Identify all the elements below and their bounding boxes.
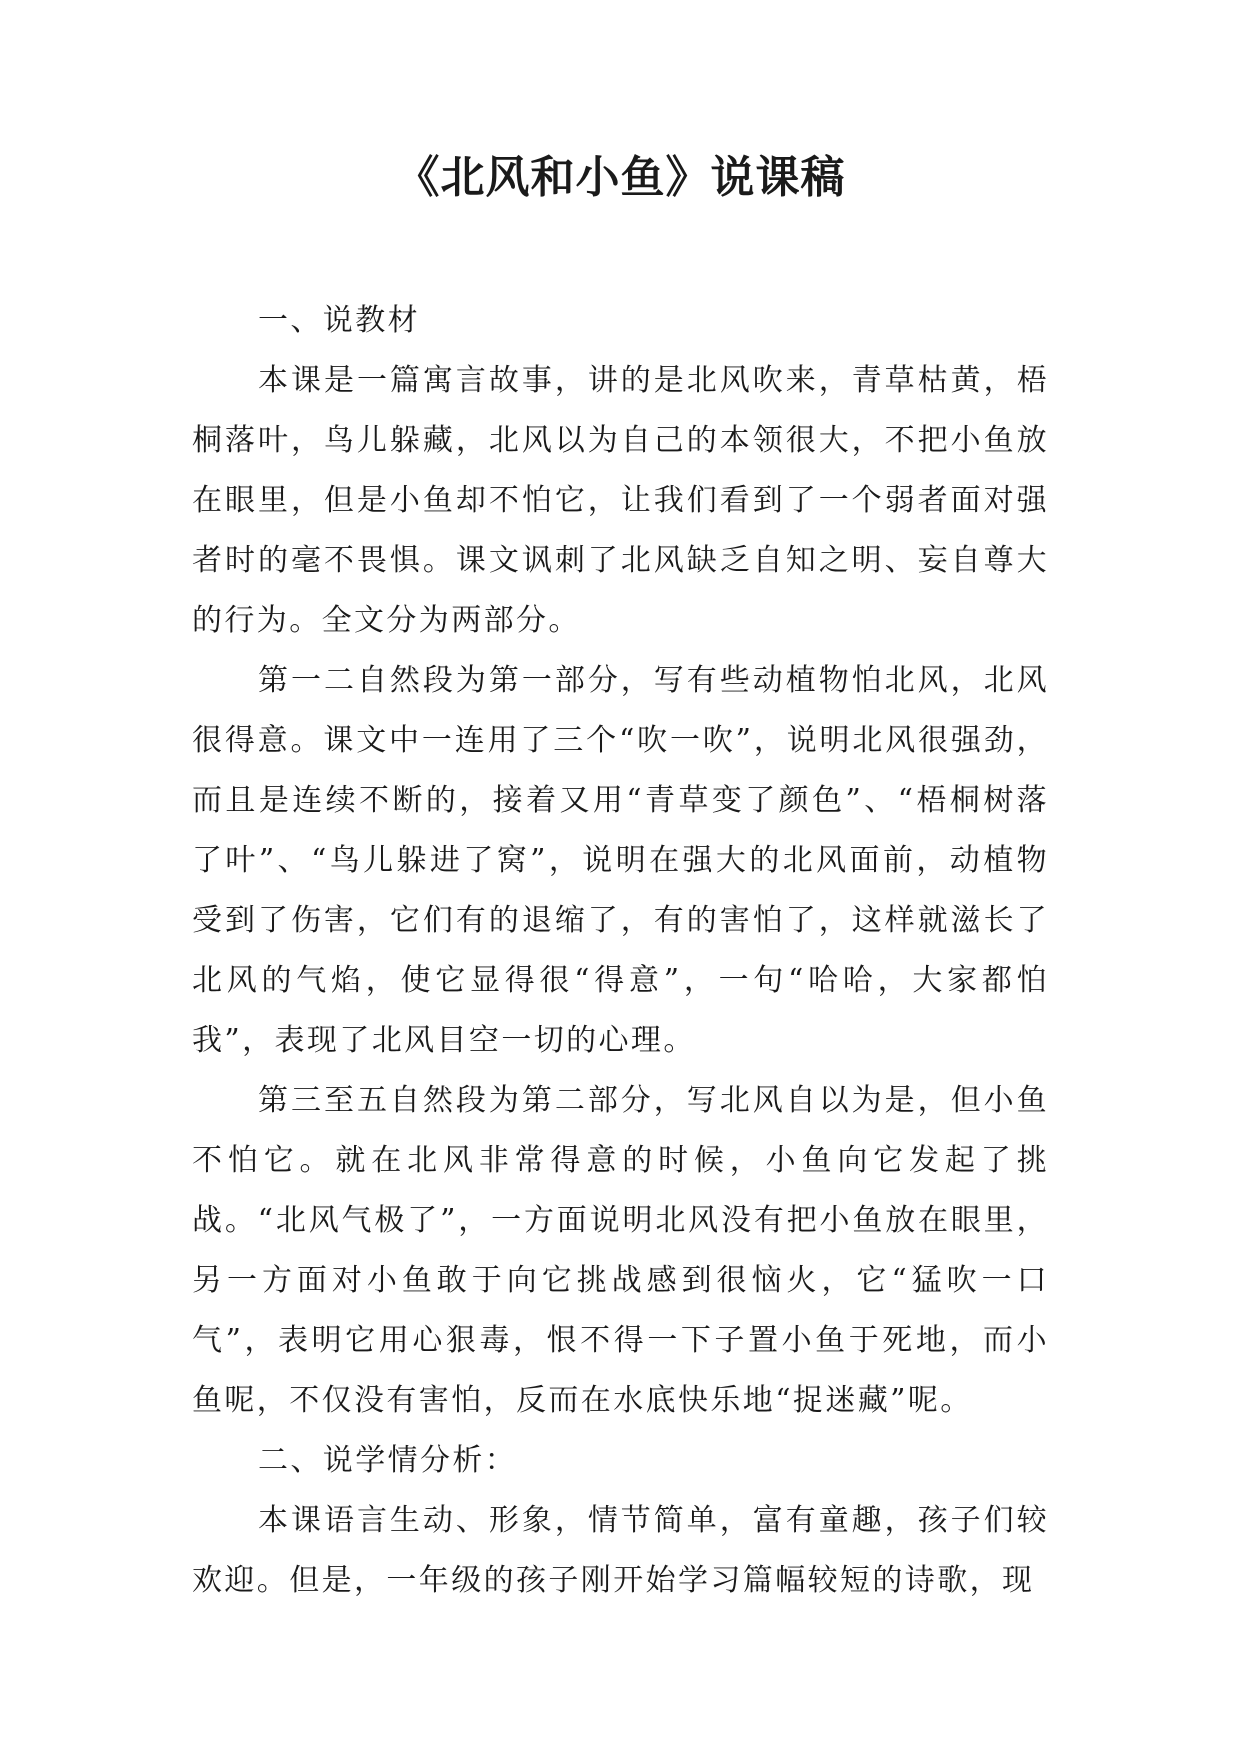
section-heading-learner-analysis: 二、说学情分析： [258, 1443, 518, 1478]
section-heading-textbook: 一、说教材 [258, 303, 420, 338]
paragraph-part-one: 第一二自然段为第一部分，写有些动植物怕北风，北风很得意。课文中一连用了三个“吹一吹”，说明北风很强劲，而且是连续不断的，接着又用“青草变了颜色”、“梧桐树落了叶”、“鸟儿躲进了窝”，说明在强大的北风面前，动植物受到了伤害，它们有的退缩了，有的害怕了，这样就滋长了北风的气焰，使它显得很“得意”，一句“哈哈，大家都怕我”，表现了北风目空一切的心理。 [192, 663, 1049, 1058]
document-body [192, 291, 1049, 1611]
document-title: 《北风和小鱼》说课稿 [395, 152, 846, 203]
paragraph-part-two: 第三至五自然段为第二部分，写北风自以为是，但小鱼不怕它。就在北风非常得意的时候，小鱼向它发起了挑战。“北风气极了”，一方面说明北风没有把小鱼放在眼里，另一方面对小鱼敢于向它挑战感到很恼火，它“猛吹一口气”，表明它用心狠毒，恨不得一下子置小鱼于死地，而小鱼呢，不仅没有害怕，反而在水底快乐地“捉迷藏”呢。 [192, 1083, 1049, 1418]
paragraph-overview: 本课是一篇寓言故事，讲的是北风吹来，青草枯黄，梧桐落叶，鸟儿躲藏，北风以为自己的本领很大，不把小鱼放在眼里，但是小鱼却不怕它，让我们看到了一个弱者面对强者时的毫不畏惧。课文讽刺了北风缺乏自知之明、妄自尊大的行为。全文分为两部分。 [192, 363, 1049, 638]
paragraph-learner-analysis: 本课语言生动、形象，情节简单，富有童趣，孩子们较欢迎。但是，一年级的孩子刚开始学习篇幅较短的诗歌，现 [192, 1503, 1049, 1598]
